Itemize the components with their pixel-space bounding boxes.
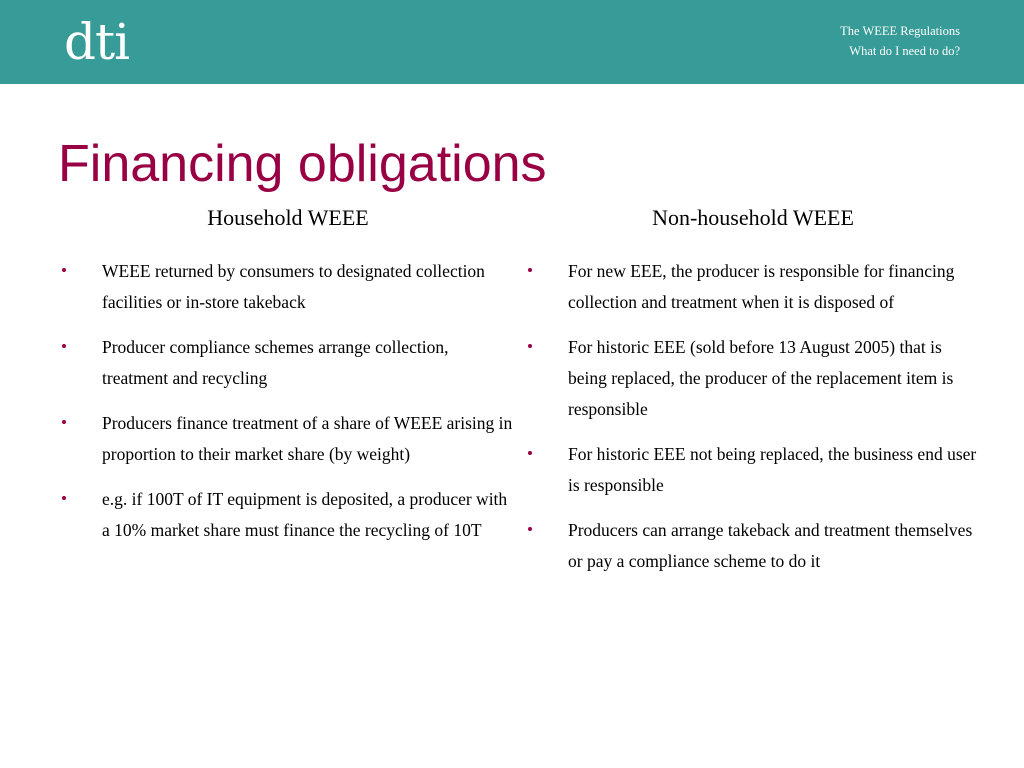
dti-logo: dti bbox=[64, 13, 130, 71]
bullet-text: Producers can arrange takeback and treatment themselves or pay a compliance scheme to do it bbox=[568, 520, 973, 571]
bullet-item bbox=[62, 408, 514, 470]
bullet-item bbox=[528, 439, 978, 501]
bullet-text: Producers finance treatment of a share of WEEE arising in proportion to their market share (by weight) bbox=[102, 413, 513, 464]
bullet-text: Producer compliance schemes arrange collection, treatment and recycling bbox=[102, 337, 449, 388]
bullet-dot-icon bbox=[528, 268, 532, 272]
bullet-item bbox=[62, 332, 514, 394]
bullet-dot-icon bbox=[62, 268, 66, 272]
bullet-dot-icon bbox=[528, 451, 532, 455]
bullet-item bbox=[62, 484, 514, 546]
household-heading: Household WEEE bbox=[207, 205, 369, 230]
bullet-text: e.g. if 100T of IT equipment is deposited, a producer with a 10% market share must finance the recycling of 10T bbox=[102, 489, 508, 540]
bullet-dot-icon bbox=[528, 344, 532, 348]
bullet-text: WEEE returned by consumers to designated collection facilities or in-store takeback bbox=[102, 261, 485, 312]
bullet-dot-icon bbox=[62, 344, 66, 348]
bullet-item bbox=[528, 332, 978, 425]
non-household-heading: Non-household WEEE bbox=[652, 205, 854, 230]
household-column bbox=[62, 200, 514, 560]
bullet-text: For historic EEE not being replaced, the business end user is responsible bbox=[568, 444, 977, 495]
bullet-item bbox=[528, 515, 978, 577]
household-bullet-list bbox=[62, 256, 514, 546]
bullet-dot-icon bbox=[62, 420, 66, 424]
header-subtitle bbox=[840, 21, 960, 61]
non-household-bullet-list bbox=[528, 256, 978, 577]
bullet-dot-icon bbox=[528, 527, 532, 531]
bullet-text: For historic EEE (sold before 13 August 2005) that is being replaced, the producer of the replacement item is responsible bbox=[568, 337, 954, 419]
header-line-question: What do I need to do? bbox=[849, 44, 960, 58]
header-line-regulations: The WEEE Regulations bbox=[840, 24, 960, 38]
bullet-item bbox=[528, 256, 978, 318]
header-banner bbox=[0, 0, 1024, 84]
slide-title: Financing obligations bbox=[58, 135, 547, 193]
bullet-text: For new EEE, the producer is responsible for financing collection and treatment when it is disposed of bbox=[568, 261, 955, 312]
non-household-column bbox=[528, 200, 978, 591]
bullet-dot-icon bbox=[62, 496, 66, 500]
bullet-item bbox=[62, 256, 514, 318]
